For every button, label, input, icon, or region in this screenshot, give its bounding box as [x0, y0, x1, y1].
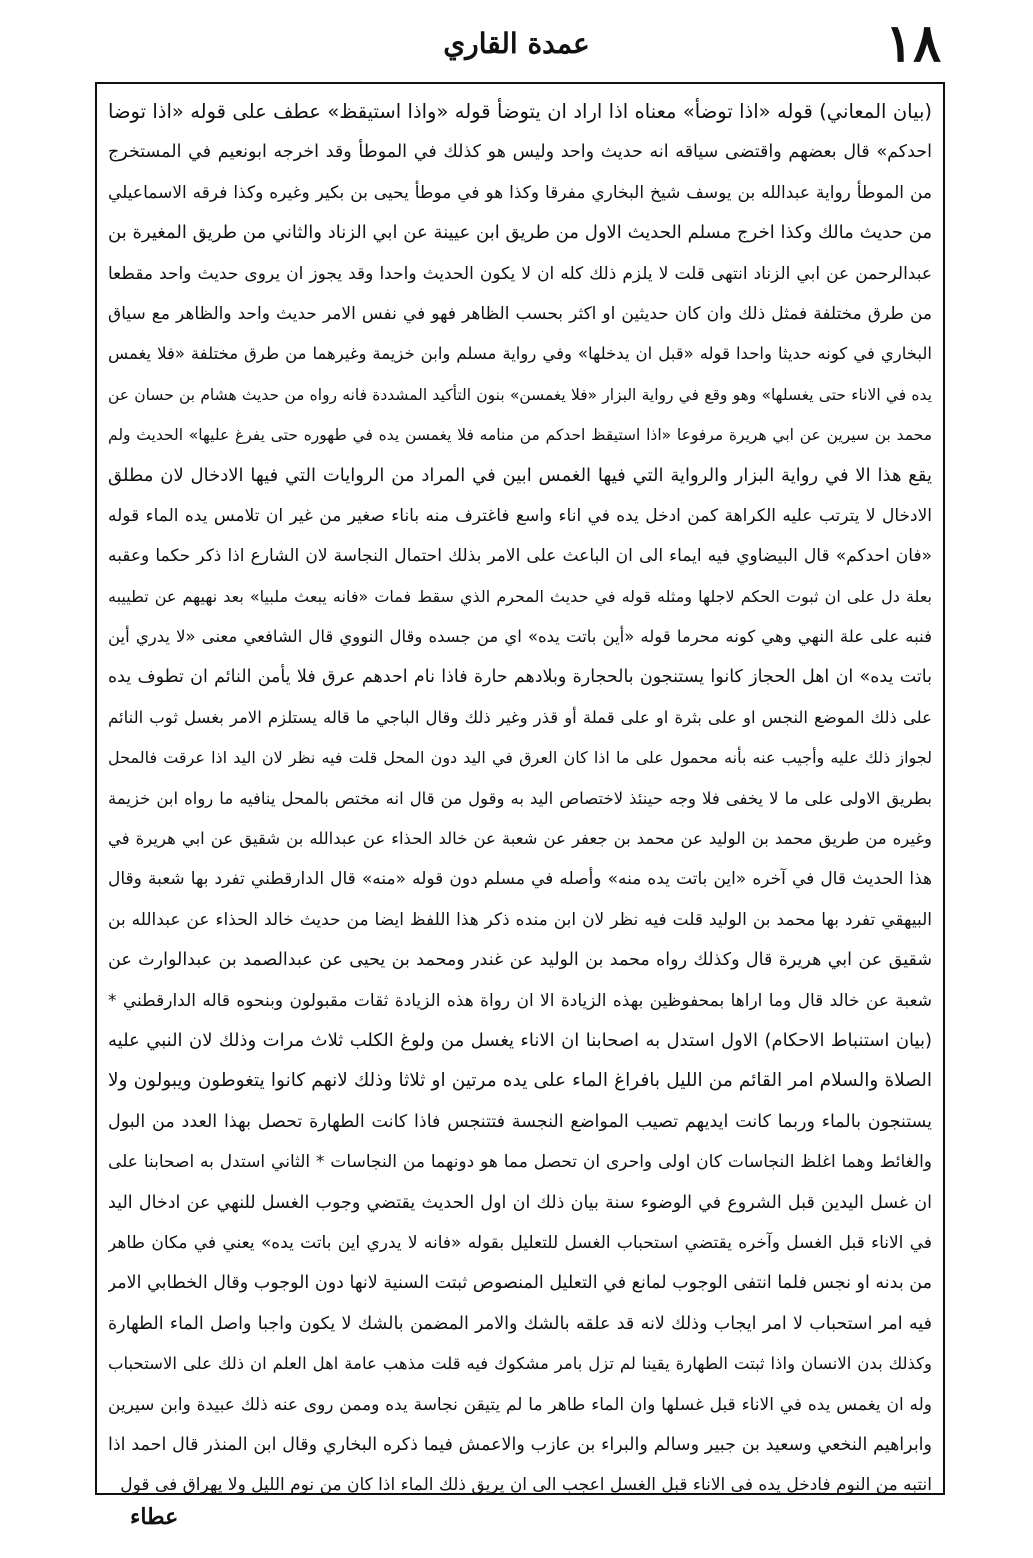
- text-line: فنبه على علة النهي وهي كونه محرما قوله «أين باتت يده» اي من جسده وقال النووي قال الشافعي معنى «لا يدري أين: [108, 627, 932, 647]
- text-line: الصلاة والسلام امر القائم من الليل بافراغ الماء على يده مرتين او ثلاثا وذلك لانهم كانوا يتغوطون ويبولون ولا: [108, 1070, 932, 1092]
- text-line: وكذلك بدن الانسان واذا ثبتت الطهارة يقينا لم تزل بامر مشكوك فيه قلت مذهب عامة اهل العلم ان ذلك على الاستحباب: [108, 1354, 932, 1374]
- text-line: باتت يده» ان اهل الحجاز كانوا يستنجون بالحجارة وبلادهم حارة فاذا نام احدهم عرق فلا يأمن النائم ان تطوف يده: [108, 667, 932, 688]
- text-line: في الاناء قبل الغسل وآخره يقتضي استحباب الغسل للتعليل بقوله «فانه لا يدري اين باتت يده» يعني في مكان طاهر: [108, 1232, 932, 1253]
- text-line: من حديث مالك وكذا اخرج مسلم الحديث الاول من طريق ابن عيينة عن ابي الزناد والثاني من طريق المغيرة بن: [108, 222, 932, 244]
- text-line: من بدنه او نجس فلما انتفى الوجوب لمانع في التعليل المنصوص ثبتت السنية لانها دون الوجوب وقال الخطابي الامر: [108, 1273, 932, 1294]
- text-line: ان غسل اليدين قبل الشروع في الوضوء سنة بيان ذلك ان اول الحديث يقتضي وجوب الغسل للنهي عن ادخال اليد: [108, 1192, 932, 1213]
- text-line: على ذلك الموضع النجس او على بثرة او على قملة أو قذر وغير ذلك وقال الباجي ما قاله يستلزم الامر بغسل ثوب النائم: [108, 707, 932, 727]
- text-line: احدكم» قال بعضهم واقتضى سياقه انه حديث واحد وليس هو كذلك في الموطأ وقد اخرجه ابونعيم في المستخرج: [108, 142, 932, 163]
- page-number: ١٨: [885, 13, 941, 74]
- text-line: بعلة دل على ان ثبوت الحكم لاجلها ومثله قوله في حديث المحرم الذي سقط فمات «فانه يبعث ملبيا» بعد نهيهم عن تطييبه: [108, 586, 932, 606]
- running-title: عمدة القاري: [443, 27, 590, 60]
- text-line: عبدالرحمن عن ابي الزناد انتهى قلت لا يلزم ذلك كله ان لا يكون الحديث واحدا وقد يجوز ان يروى حديث واحد مقطعا: [108, 263, 932, 284]
- text-line: البيهقي تفرد بها محمد بن الوليد قلت فيه نظر لان ابن منده ذكر هذا اللفظ ايضا من حديث خالد الحذاء عن عبدالله بن: [108, 909, 932, 930]
- text-line: فيه امر استحباب لا امر ايجاب وذلك لانه قد علقه بالشك والامر المضمن بالشك لا يكون واجبا واصل الماء الطهارة: [108, 1313, 932, 1334]
- text-line: يقع هذا الا في رواية البزار والرواية التي فيها الغمس ابين في المراد من الروايات التي فيها الادخال لان مطلق: [108, 464, 932, 486]
- text-line: وغيره من طريق محمد بن الوليد عن محمد بن جعفر عن شعبة عن خالد الحذاء عن عبدالله بن شقيق عن ابي هريرة في: [108, 829, 932, 849]
- text-line: وابراهيم النخعي وسعيد بن جبير وسالم والبراء بن عازب والاعمش فيما ذكره البخاري وقال ابن المنذر قال احمد اذا: [108, 1434, 932, 1455]
- text-line: شعبة عن خالد قال وما اراها بمحفوظين بهذه الزيادة الا ان رواة هذه الزيادة ثقات مقبولون وبنحوه قاله الدارقطني *: [108, 990, 932, 1011]
- text-line: (بيان استنباط الاحكام) الاول استدل به اصحابنا ان الاناء يغسل من ولوغ الكلب ثلاث مرات وذلك لان النبي عليه: [108, 1029, 932, 1051]
- text-line: الادخال لا يترتب عليه الكراهة كمن ادخل يده في اناء واسع فاغترف منه باناء صغير من غير ان تلامس يده الماء قوله: [108, 505, 932, 526]
- text-line: وله ان يغمس يده في الاناء قبل غسلها وان الماء طاهر ما لم يتيقن نجاسة يده وممن روى عنه ذلك عبيدة وابن سيرين: [108, 1394, 932, 1415]
- text-line: البخاري في كونه حديثا واحدا قوله «قبل ان يدخلها» وفي رواية مسلم وابن خزيمة وغيرهما من طرق مختلفة «فلا يغمس: [108, 344, 932, 364]
- catchword: عطاء: [130, 1504, 179, 1530]
- text-line: انتبه من النوم فادخل يده في الاناء قبل الغسل اعجب الى ان يريق ذلك الماء اذا كان من نوم الليل ولا يهراق في قول: [120, 1475, 932, 1496]
- text-line: من الموطأ رواية عبدالله بن يوسف شيخ البخاري مفرقا وكذا هو في موطأ يحيى بن بكير وغيره وكذا فرقه الاسماعيلي: [108, 182, 932, 203]
- text-line: هذا الحديث قال في آخره «اين باتت يده منه» وأصله في مسلم دون قوله «منه» قال الدارقطني تفرد بها شعبة وقال: [108, 869, 932, 890]
- text-line: يستنجون بالماء وربما كانت ايديهم تصيب المواضع النجسة فتتنجس فاذا كانت الطهارة تحصل بهذا العدد من البول: [108, 1111, 932, 1132]
- body-text: [108, 92, 932, 1506]
- text-line: لجواز ذلك عليه وأجيب عنه بأنه محمول على ما اذا كان العرق في اليد دون المحل قلت فيه نظر لان اليد اذا عرقت فالمحل: [108, 748, 932, 768]
- text-line: بطريق الاولى على ما لا يخفى فلا وجه حينئذ لاختصاص اليد به وقول من قال انه مختص بالمحل ينافيه ما رواه ابن خزيمة: [108, 788, 932, 808]
- text-line: شقيق عن ابي هريرة قال وكذلك رواه محمد بن الوليد عن غندر ومحمد بن يحيى عن عبدالصمد بن عبدالوارث عن: [108, 950, 932, 971]
- text-line: من طرق مختلفة فمثل ذلك وان كان حديثين او اكثر بحسب الظاهر فهو في نفس الامر حديث واحد والظاهر مع سياق: [108, 303, 932, 324]
- text-line: والغائط وهما اغلظ النجاسات كان اولى واحرى ان تحصل مما هو دونهما من النجاسات * الثاني استدل به اصحابنا على: [108, 1152, 932, 1173]
- text-line: محمد بن سيرين عن ابي هريرة مرفوعا «اذا استيقظ احدكم من منامه فلا يغمسن يده في طهوره حتى يفرغ عليها» الحديث ولم: [108, 426, 932, 445]
- text-line: يده في الاناء حتى يغسلها» وهو وقع في رواية البزار «فلا يغمسن» بنون التأكيد المشددة فانه رواه من حديث هشام بن حسان عن: [108, 385, 932, 404]
- text-line: (بيان المعاني) قوله «اذا توضأ» معناه اذا اراد ان يتوضأ قوله «واذا استيقظ» عطف على قوله «اذا توضا: [108, 100, 932, 123]
- text-line: «فان احدكم» قال البيضاوي فيه ايماء الى ان الباعث على الامر بذلك احتمال النجاسة لان الشارع اذا ذكر حكما وعقبه: [108, 546, 932, 567]
